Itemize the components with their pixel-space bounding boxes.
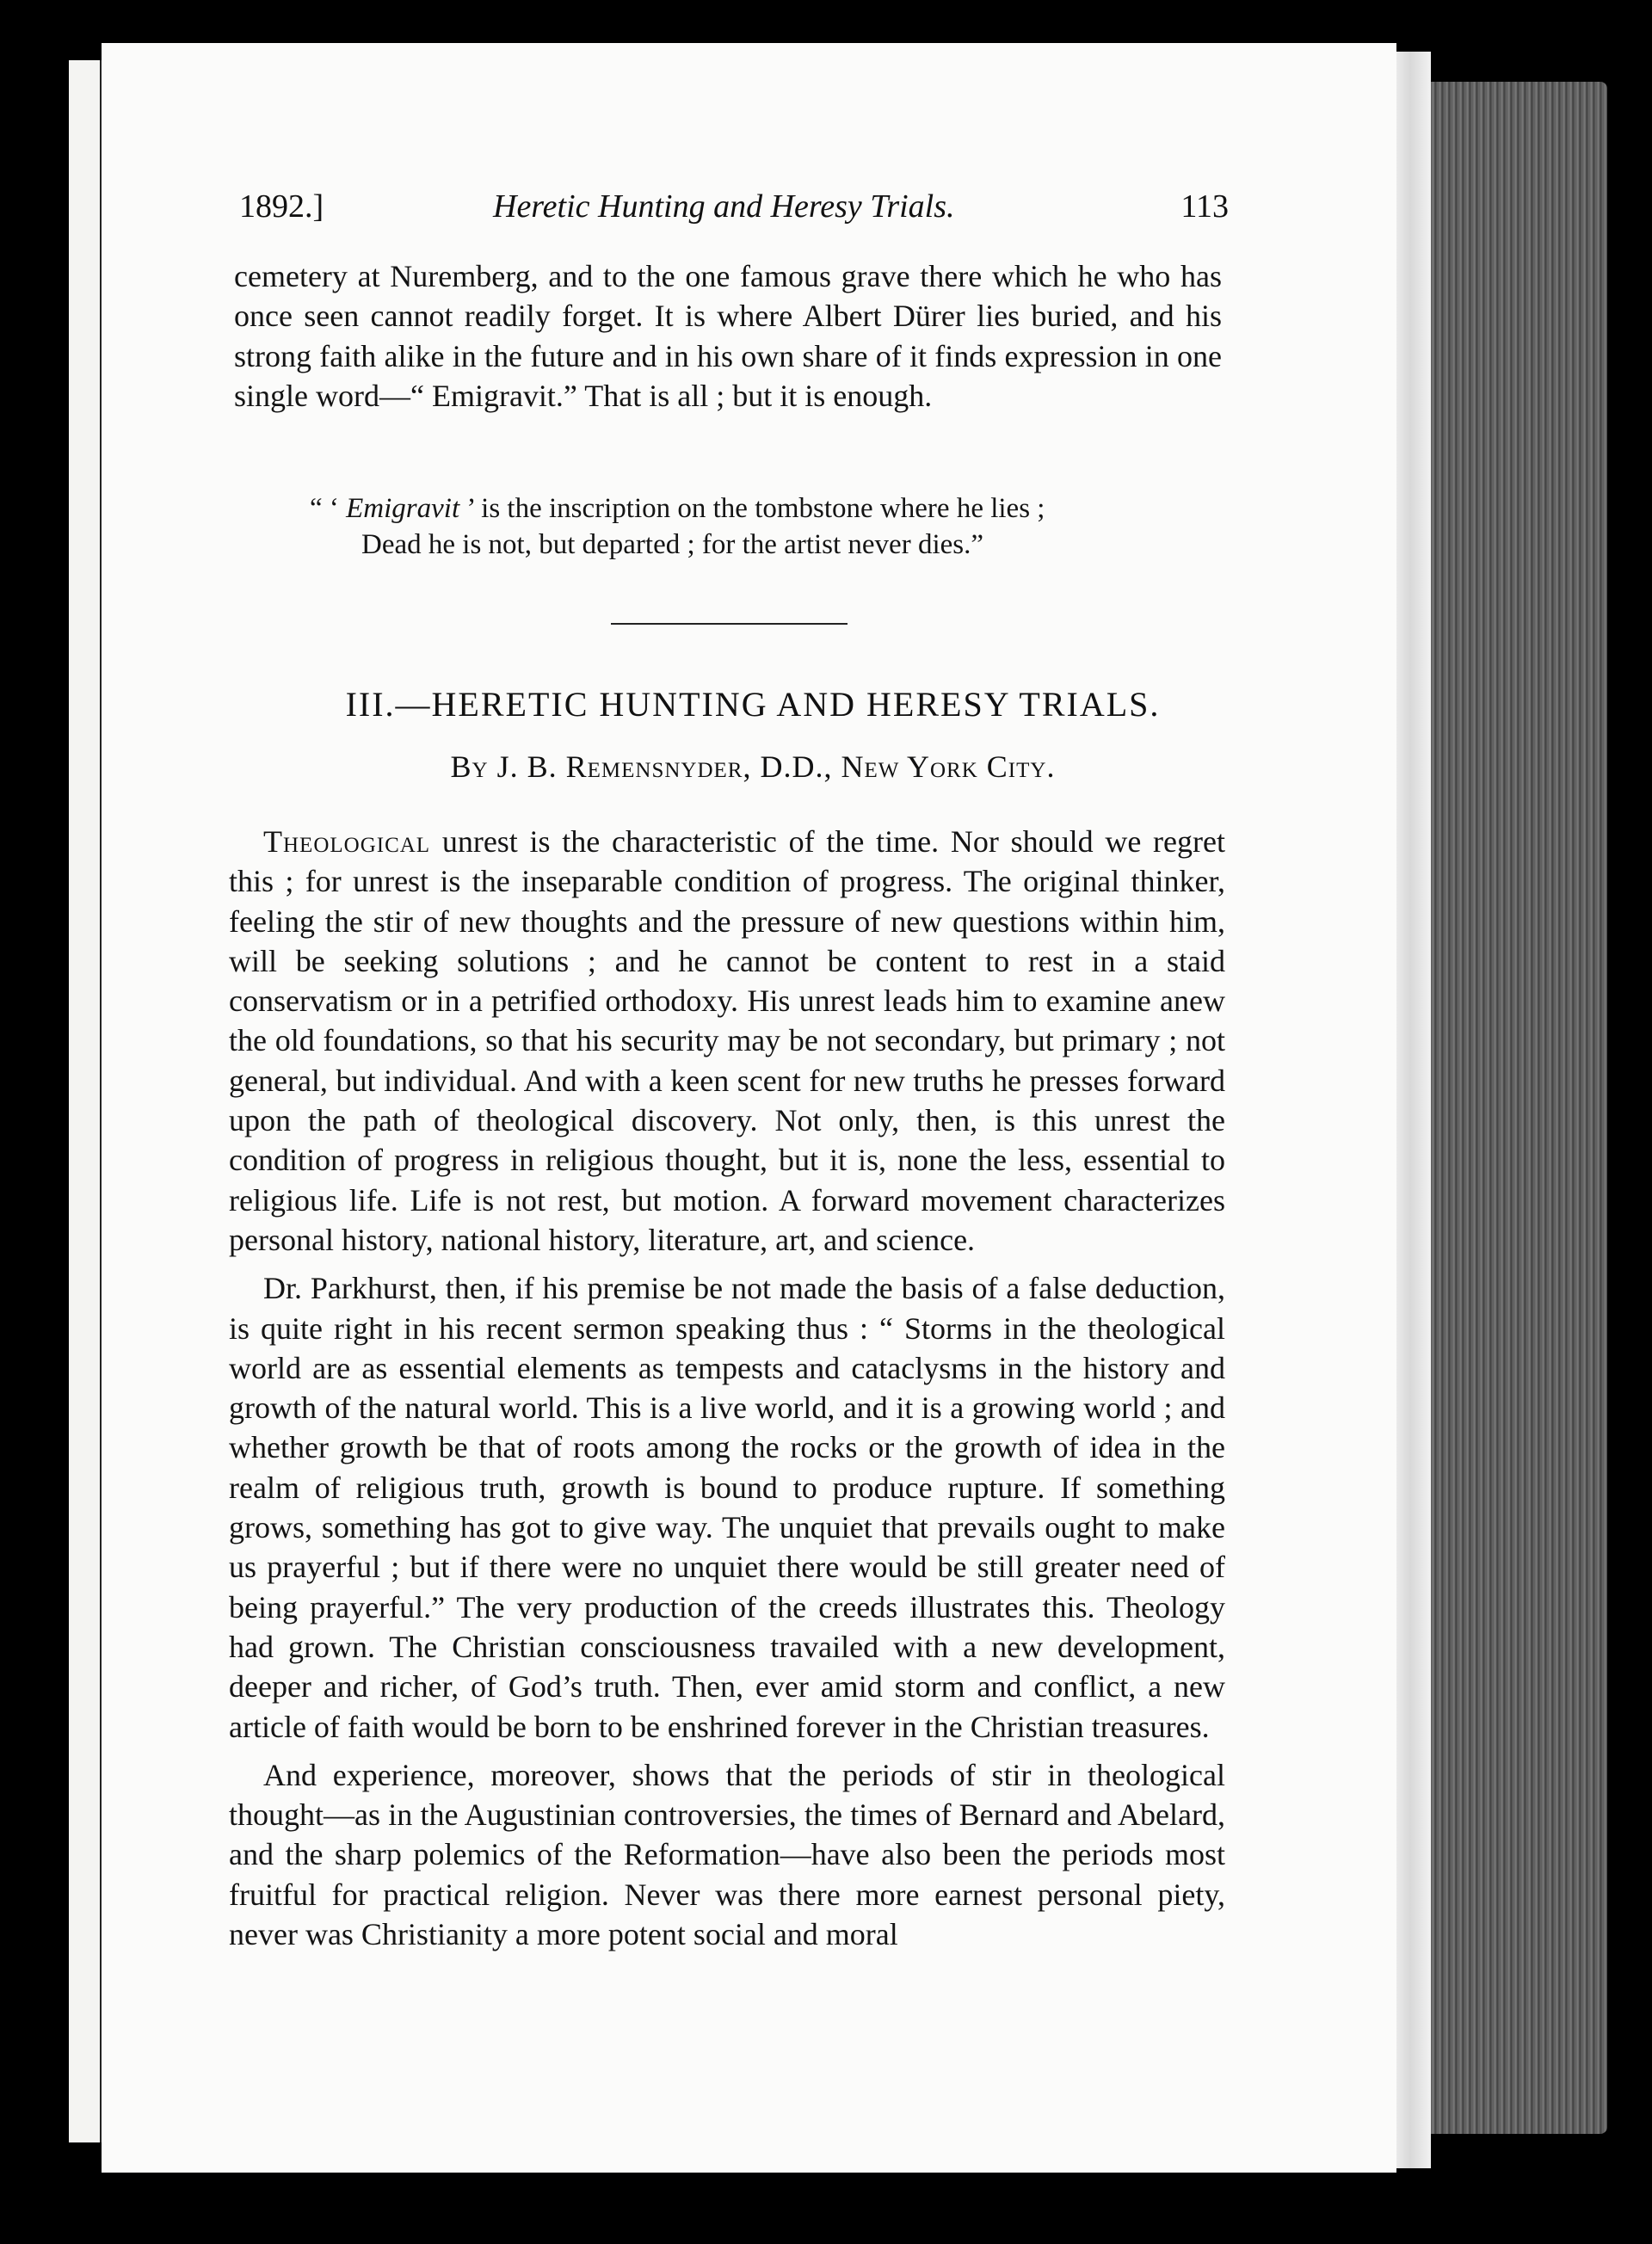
article-title: III.—HERETIC HUNTING AND HERESY TRIALS.: [345, 685, 1161, 724]
paragraph-3: And experience, moreover, shows that the periods of stir in theological thought—as in the Augustinian controversies, the times of Bernard and Abelard, and the sharp polemics of the Reformation—have also been the periods most fruitful for practical religion. Never was there more earnest personal piety, never was Christianity a more potent social and moral: [229, 1757, 1225, 1952]
verse-line-2: Dead he is not, but departed ; for the artist never dies.”: [361, 529, 984, 560]
paragraph-2: Dr. Parkhurst, then, if his premise be not made the basis of a false deduction, is quite right in his recent sermon speaking thus : “ Storms in the theological world are as essential elements as tempests and cataclysms in the history and growth of the natural world. This is a live world, and it is a growing world ; and whether growth be that of roots among the rocks or the growth of idea in the realm of religious truth, growth is bound to produce rupture. If something grows, something has got to give way. The unquiet that prevails ought to make us prayerful ; but if there were no unquiet there would be still greater need of being prayerful.” The very production of the creeds illustrates this. Theology had grown. The Christian consciousness travailed with a new development, deeper and richer, of God’s truth. Then, ever amid storm and conflict, a new article of faith would be born to be enshrined forever in the Christian treasures.: [229, 1271, 1225, 1744]
lead-word: Theological: [263, 824, 431, 859]
paragraph-1: Theological unrest is the characteristic of the time. Nor should we regret this ; for unrest is the inseparable condition of progress. The original thinker, feeling the stir of new thoughts and the pressure of new questions within him, will be seeking solutions ; and he cannot be content to rest in a staid conservatism or in a petrified orthodoxy. His unrest leads him to examine anew the old foundations, so that his security may be not secondary, but primary ; not general, but individual. And with a keen scent for new truths he presses forward upon the path of theological discovery. Not only, then, is this unrest the condition of progress in religious thought, but it is, none the less, essential to religious life. Life is not rest, but motion. A forward movement characterizes personal history, national history, literature, art, and science.: [229, 824, 1225, 1257]
left-page-edge: [69, 60, 102, 2142]
section-divider: [611, 623, 848, 625]
page-fore-edge: [1396, 52, 1431, 2168]
verse-italic-word: Emigravit: [346, 493, 460, 524]
header-year: 1892.]: [239, 188, 324, 225]
article-body: [229, 822, 1225, 1963]
header-running-title: Heretic Hunting and Heresy Trials.: [493, 188, 955, 225]
running-header: [231, 188, 1246, 231]
top-paragraph-text: cemetery at Nuremberg, and to the one famous grave there which he who has once seen cannot readily forget. It is where Albert Dürer lies buried, and his strong faith alike in the future and in his own share of it finds expression in one single word—“ Emigravit.” That is all ; but it is enough.: [234, 259, 1222, 413]
page-number: 113: [1180, 188, 1229, 225]
verse-line-1: “ ‘ Emigravit ’ is the inscription on the tombstone where he lies ;: [310, 493, 1045, 524]
book-block-edge: [1431, 82, 1607, 2134]
quoted-verse: [310, 490, 1084, 563]
article-byline: By J. B. Remensnyder, D.D., New York City.: [450, 749, 1056, 784]
continued-paragraph: [234, 256, 1222, 416]
